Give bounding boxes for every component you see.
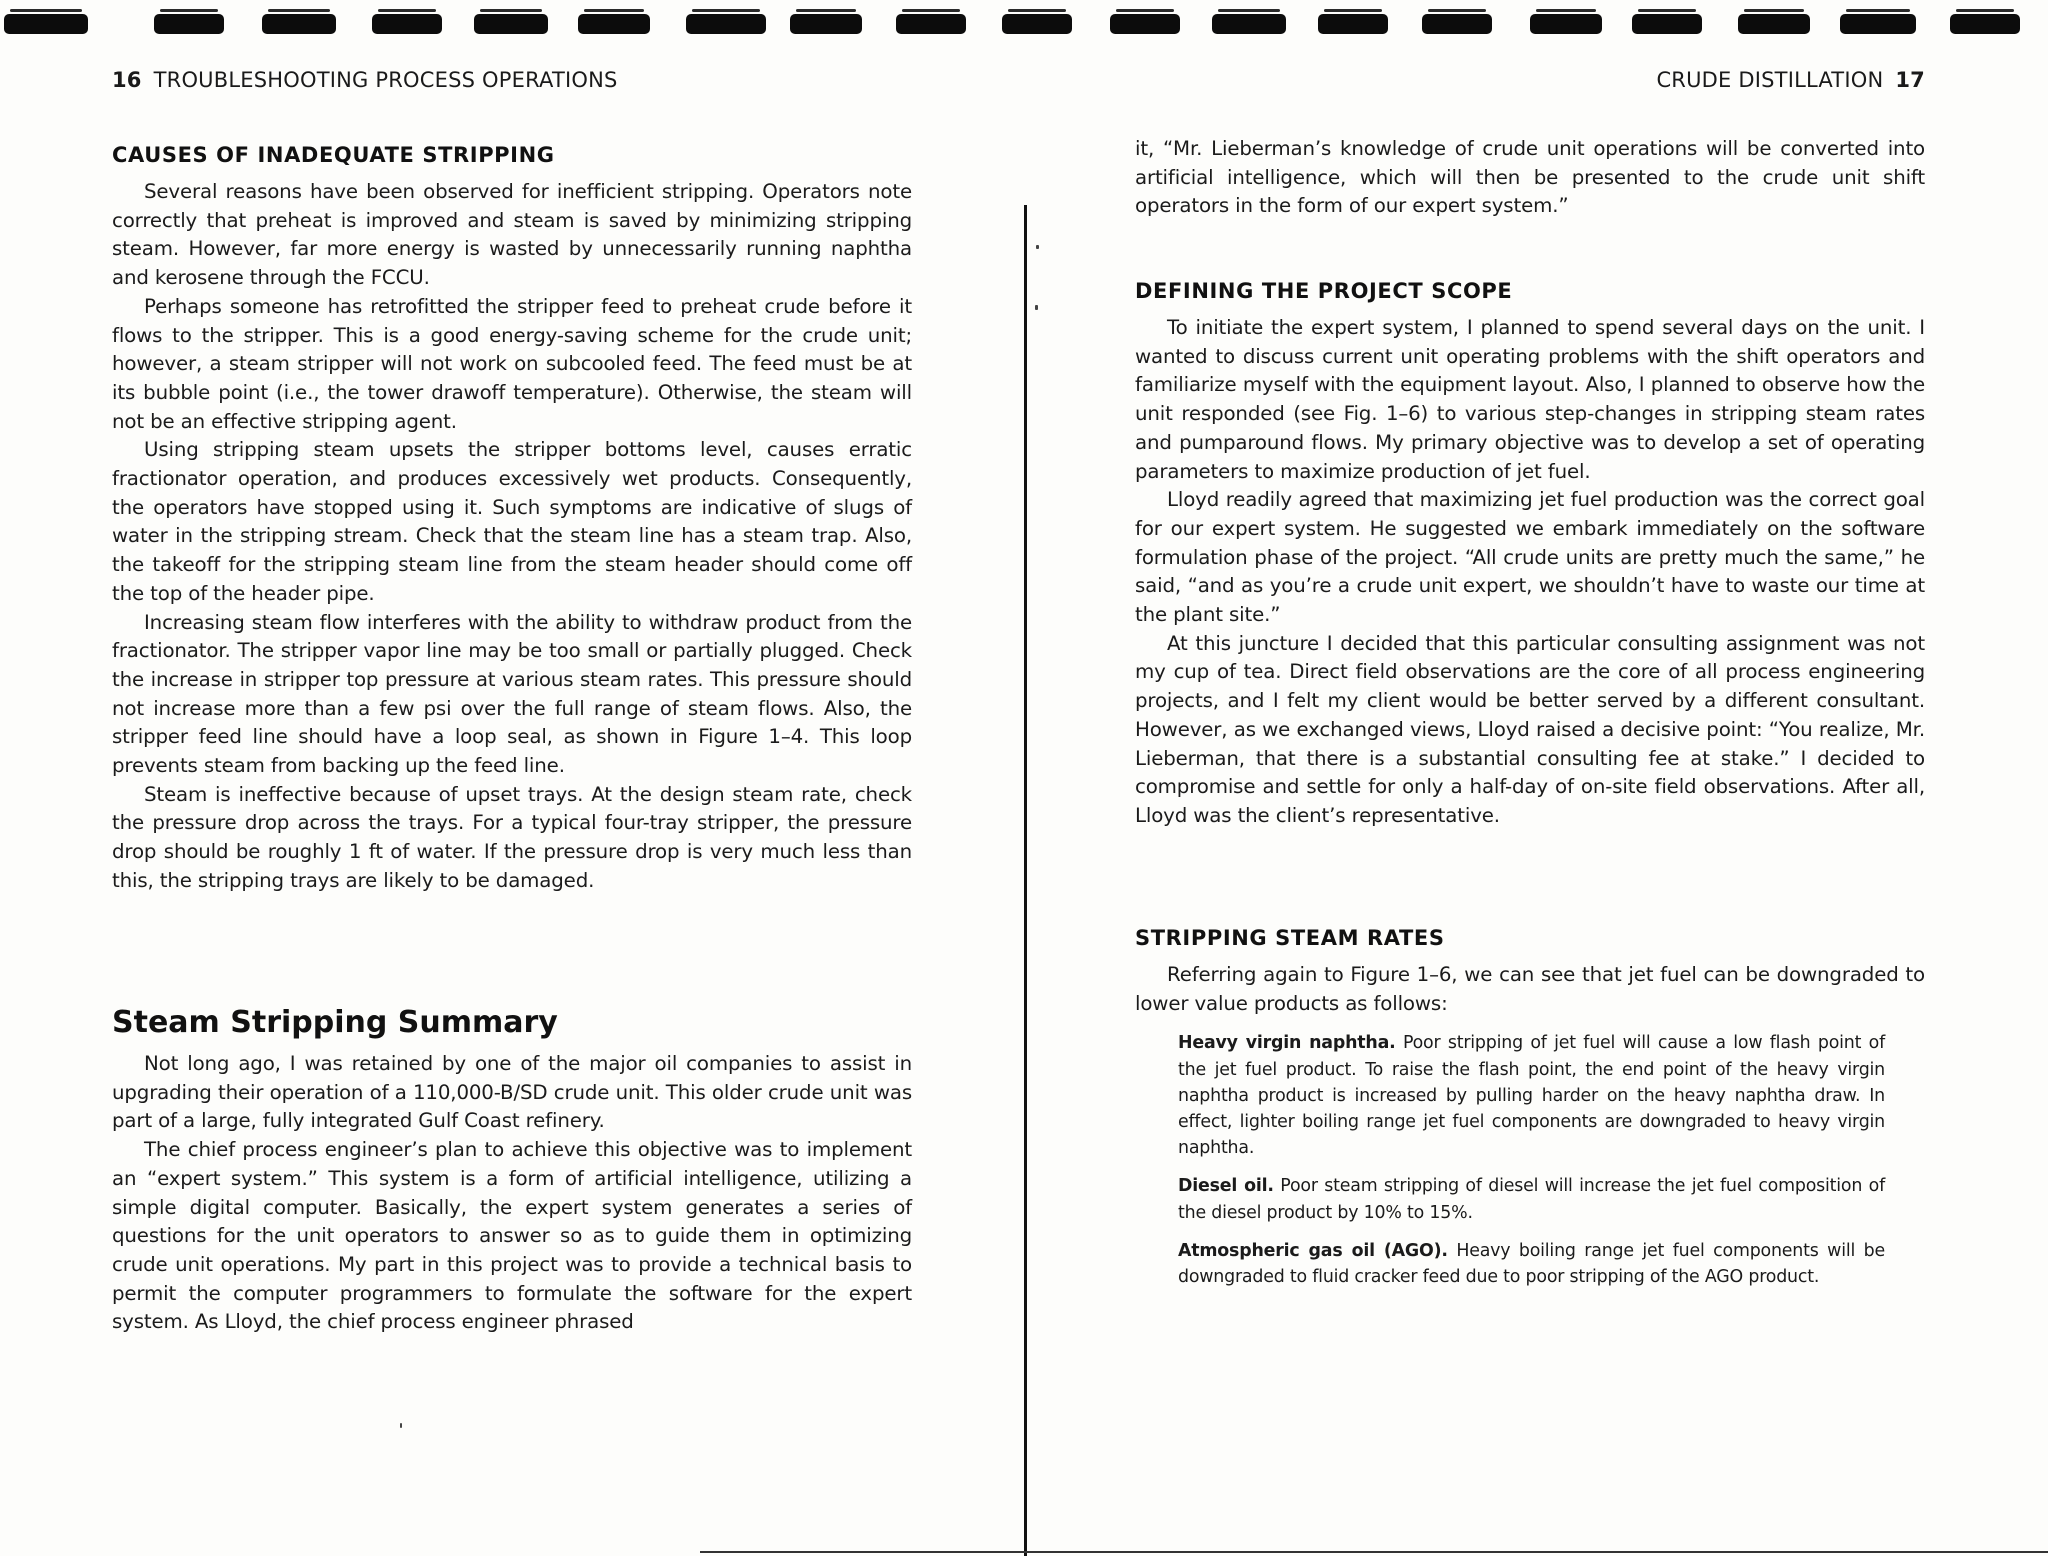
binding-hole [474, 14, 548, 34]
binding-hole [1738, 14, 1810, 34]
paragraph: Not long ago, I was retained by one of the major oil companies to assist in upgrading their operation of a 110,000-B/SD crude unit. This older crude unit was part of a large, fully integrated Gulf Coast refinery. [112, 1052, 912, 1133]
paragraph: Lloyd readily agreed that maximizing jet fuel production was the correct goal for our expert system. He suggested we embark immediately on the software formulation phase of the project. “All crude units are pretty much the same,” he said, “and as you’re a crude unit expert, we shouldn’t have to waste our time at the plant site.” [1135, 488, 1925, 627]
page-gutter [1024, 205, 1027, 1556]
definition-text: Poor stripping of jet fuel will cause a low flash point of the jet fuel product. To raise the flash point, the end point of the heavy virgin naphtha product is increased by pulling harder on the heavy naphtha draw. In effect, lighter boiling range jet fuel components are downgraded to heavy virgin naphtha. [1178, 1033, 1886, 1159]
binding-hole [896, 14, 966, 34]
page-bottom-edge [700, 1551, 2048, 1553]
definition-text: Poor steam stripping of diesel will increase the jet fuel composition of the diesel product by 10% to 15%. [1178, 1176, 1885, 1223]
page-number: 17 [1895, 68, 1925, 92]
running-head-title: TROUBLESHOOTING PROCESS OPERATIONS [153, 68, 618, 92]
paragraph: it, “Mr. Lieberman’s knowledge of crude unit operations will be converted into artificial intelligence, which will then be presented to the crude unit shift operators in the form of our expert system.” [1135, 137, 1925, 218]
binding-strip [0, 10, 2048, 34]
scan-speck [1035, 305, 1038, 310]
paragraph: The chief process engineer’s plan to achieve this objective was to implement an “expert system.” This system is a form of artificial intelligence, utilizing a simple digital computer. Basically, the expert system generates a series of questions for the unit operators to answer so as to guide them in optimizing crude unit operations. My part in this project was to provide a technical basis to permit the computer programmers to formulate the software for the expert system. As Lloyd, the chief process engineer phrased [112, 1138, 912, 1334]
binding-hole [4, 14, 88, 34]
definition-item [1135, 1238, 1925, 1290]
binding-hole [1002, 14, 1072, 34]
running-head-left [112, 68, 618, 92]
section-heading: DEFINING THE PROJECT SCOPE [1135, 279, 1513, 303]
definition-item [1135, 1030, 1925, 1161]
paragraph: Steam is ineffective because of upset trays. At the design steam rate, check the pressure drop across the trays. For a typical four-tray stripper, the pressure drop should be roughly 1 ft of water. If the pressure drop is very much less than this, the stripping trays are likely to be damaged. [112, 782, 912, 892]
scan-speck [1036, 245, 1039, 249]
definition-term: Atmospheric gas oil (AGO). [1178, 1240, 1448, 1261]
binding-hole [578, 14, 650, 34]
running-head-title: CRUDE DISTILLATION [1656, 68, 1884, 92]
definition-term: Heavy virgin naphtha. [1178, 1033, 1396, 1054]
binding-hole [1110, 14, 1180, 34]
binding-hole [1950, 14, 2020, 34]
section-steam-rates [1135, 926, 1925, 1302]
paragraph: Referring again to Figure 1–6, we can see that jet fuel can be downgraded to lower value products as follows: [1135, 963, 1925, 1015]
binding-hole [1422, 14, 1492, 34]
binding-hole [790, 14, 862, 34]
paragraph: To initiate the expert system, I planned to spend several days on the unit. I wanted to discuss current unit operating problems with the shift operators and familiarize myself with the equipment layout. Also, I planned to observe how the unit responded (see Fig. 1–6) to various step-changes in stripping steam rates and pumparound flows. My primary objective was to develop a set of operating parameters to maximize production of jet fuel. [1135, 316, 1925, 483]
binding-hole [1840, 14, 1916, 34]
paragraph: Perhaps someone has retrofitted the stripper feed to preheat crude before it flows to the stripper. This is a good energy-saving scheme for the crude unit; however, a steam stripper will not work on subcooled feed. The feed must be at its bubble point (i.e., the tower drawoff temperature). Otherwise, the steam will not be an effective stripping agent. [112, 294, 912, 433]
definition-text: Heavy boiling range jet fuel components will be downgraded to fluid cracker feed due to poor stripping of the AGO product. [1178, 1240, 1885, 1288]
paragraph: Using stripping steam upsets the stripper bottoms level, causes erratic fractionator operation, and produces excessively wet products. Consequently, the operators have stopped using it. Such symptoms are indicative of slugs of water in the stripping stream. Check that the steam line has a steam trap. Also, the takeoff for the stripping steam line from the steam header should come off the top of the header pipe. [112, 438, 912, 605]
running-head-right [1656, 68, 1925, 92]
section-summary [112, 1005, 912, 1337]
page-number: 16 [112, 68, 142, 92]
binding-hole [154, 14, 224, 34]
paragraph: Increasing steam flow interferes with the ability to withdraw product from the fractionator. The stripper vapor line may be too small or partially plugged. Check the increase in stripper top pressure at various steam rates. This pressure should not increase more than a few psi over the full range of steam flows. Also, the stripper feed line should have a loop seal, as shown in Figure 1–4. This loop prevents steam from backing up the feed line. [112, 610, 912, 778]
paragraph: Several reasons have been observed for inefficient stripping. Operators note correctly that preheat is improved and steam is saved by minimizing stripping steam. However, far more energy is wasted by unnecessarily running naphtha and kerosene through the FCCU. [112, 180, 912, 290]
definition-term: Diesel oil. [1178, 1176, 1274, 1197]
binding-hole [686, 14, 766, 34]
binding-hole [1212, 14, 1286, 34]
binding-hole [1530, 14, 1602, 34]
binding-hole [262, 14, 336, 34]
binding-hole [372, 14, 442, 34]
section-heading: STRIPPING STEAM RATES [1135, 926, 1445, 950]
section-project-scope [1135, 279, 1925, 831]
binding-hole [1632, 14, 1702, 34]
section-heading: CAUSES OF INADEQUATE STRIPPING [112, 143, 555, 167]
continuation-block [1135, 135, 1925, 221]
binding-hole [1318, 14, 1388, 34]
section-heading: Steam Stripping Summary [112, 1005, 558, 1040]
paragraph: At this juncture I decided that this particular consulting assignment was not my cup of tea. Direct field observations are the core of all process engineering projects, and I felt my client would be better served by a different consultant. However, as we exchanged views, Lloyd raised a decisive point: “You realize, Mr. Lieberman, that there is a substantial consulting fee at stake.” I decided to compromise and settle for only a half-day of on-site field observations. After all, Lloyd was the client’s representative. [1135, 631, 1925, 827]
section-causes [112, 143, 912, 896]
definition-item [1135, 1173, 1925, 1225]
scan-speck [400, 1423, 402, 1428]
